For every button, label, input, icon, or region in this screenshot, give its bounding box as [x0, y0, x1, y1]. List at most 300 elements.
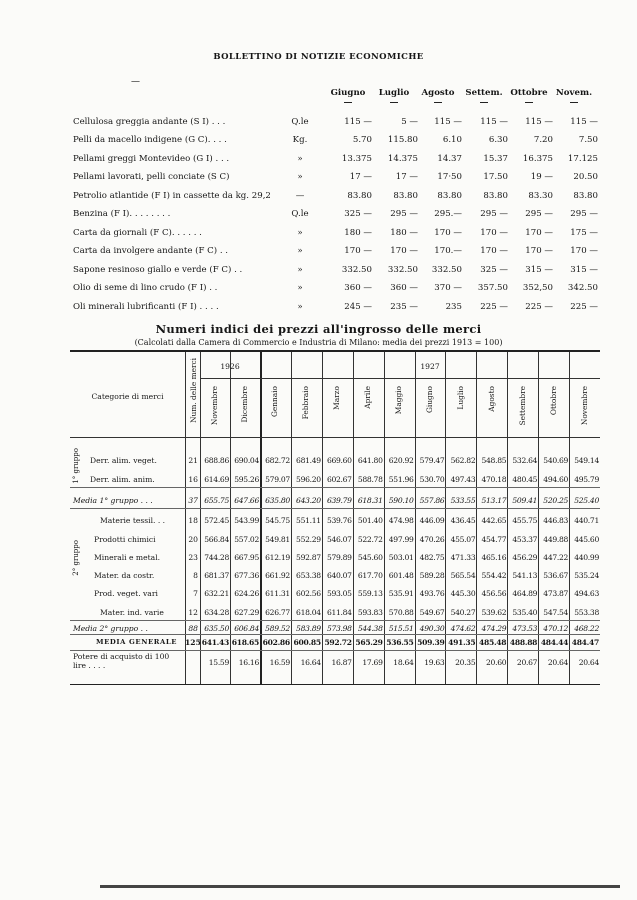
commodity-name: Sapone resinoso giallo e verde (F C) . . — [73, 264, 243, 275]
price-value: 83.80 — [483, 190, 508, 201]
month-header: Novembre — [210, 386, 219, 426]
price-row — [70, 172, 606, 191]
index-value: 626.77 — [265, 608, 290, 617]
index-value: 447.22 — [543, 553, 569, 562]
price-row — [70, 154, 606, 173]
merci-count: 20 — [188, 535, 198, 544]
index-value: 557.86 — [419, 496, 445, 505]
price-value: 295.— — [434, 209, 462, 219]
year-rule — [200, 378, 600, 379]
index-value: 17.69 — [362, 658, 383, 667]
index-value: 618.31 — [357, 496, 383, 505]
index-value: 553.38 — [574, 608, 599, 617]
group-2-label: 2° gruppo — [72, 540, 80, 576]
header-bottom-rule — [70, 437, 600, 438]
index-value: 632.21 — [204, 589, 229, 598]
commodity-name: Olio di seme di lino crudo (F I) . . — [73, 283, 218, 293]
price-value: 14.375 — [387, 153, 418, 164]
price-value: 115 — — [344, 116, 372, 127]
price-value: 180 — — [390, 227, 418, 238]
month-header: Luglio — [455, 386, 465, 410]
price-value: 295 — — [390, 209, 418, 219]
index-value: 549.81 — [265, 535, 290, 544]
index-value: 440.99 — [574, 553, 599, 562]
index-value: 551.11 — [296, 516, 321, 525]
price-row — [70, 117, 606, 136]
index-value: 456.29 — [512, 553, 538, 562]
unit: Kg. — [292, 135, 308, 145]
price-value: 170 — — [570, 246, 598, 256]
index-value: 690.04 — [234, 456, 259, 465]
price-value: 170 — — [525, 246, 553, 256]
index-value: 449.88 — [543, 535, 569, 544]
index-value: 493.76 — [419, 589, 445, 598]
price-value: 235 — [445, 301, 462, 312]
price-value: 5.70 — [352, 135, 372, 145]
index-value: 474.62 — [450, 624, 476, 633]
index-value: 525.40 — [574, 496, 599, 505]
index-value: 530.70 — [419, 475, 445, 484]
price-value: 115.80 — [387, 135, 418, 145]
commodity-name: Cellulosa greggia andante (S I) . . . — [73, 116, 226, 127]
index-value: 482.75 — [419, 553, 445, 562]
merci-count: 8 — [193, 571, 198, 580]
category-label: Derr. alim. veget. — [90, 456, 157, 465]
price-value: 295 — — [480, 209, 508, 219]
index-value: 509.41 — [512, 496, 538, 505]
index-value: 583.89 — [296, 624, 321, 633]
month-header: Marzo — [332, 386, 342, 410]
commodity-name: Carta da involgere andante (F C) . . — [73, 246, 229, 256]
price-value: 83.80 — [347, 190, 372, 201]
index-value: 600.85 — [293, 638, 321, 647]
index-value: 456.56 — [481, 589, 507, 598]
price-value: 19 — — [530, 172, 553, 182]
price-value: 170 — — [480, 227, 508, 238]
index-value: 744.28 — [204, 553, 229, 562]
price-value: 13.375 — [341, 153, 372, 164]
index-value: 468.22 — [574, 624, 599, 633]
index-value: 16.59 — [269, 658, 290, 667]
month-header-dash — [434, 102, 442, 103]
stray-mark: — — [131, 77, 140, 87]
index-value: 624.26 — [234, 589, 259, 598]
index-value: 640.07 — [326, 571, 352, 580]
index-value: 20.35 — [455, 658, 476, 667]
month-header: Dicembre — [240, 386, 249, 423]
commodity-name: Pellami greggi Montevideo (G I) . . . — [73, 153, 230, 164]
commodity-name: Pellami lavorati, pelli conciate (S C) — [73, 172, 230, 182]
index-value: 494.63 — [574, 589, 599, 598]
month-header-dash — [480, 102, 488, 103]
price-value: 83.80 — [437, 190, 462, 201]
price-value: 235 — — [390, 301, 418, 312]
index-value: 20.64 — [547, 658, 569, 667]
category-label: Media 1° gruppo . . . — [73, 496, 153, 505]
month-header: Giugno — [425, 386, 434, 413]
category-label: Prod. veget. vari — [94, 589, 158, 598]
index-table-subtitle: (Calcolati dalla Camera di Commercio e Industria di Milano: media dei prezzi 1913 = 100) — [134, 338, 503, 347]
price-value: 83.30 — [528, 190, 553, 201]
price-value: 16.375 — [522, 153, 553, 164]
index-value: 562.82 — [450, 456, 476, 465]
index-value: 611.84 — [326, 608, 352, 617]
index-value: 19.63 — [424, 658, 445, 667]
index-value: 592.72 — [324, 638, 352, 647]
price-value: 115 — — [525, 116, 553, 127]
price-value: 332.50 — [341, 264, 372, 275]
index-value: 635.80 — [265, 496, 290, 505]
index-value: 446.09 — [419, 516, 445, 525]
index-value: 639.79 — [326, 496, 352, 505]
index-value: 474.98 — [388, 516, 414, 525]
index-value: 565.54 — [450, 571, 476, 580]
index-value: 546.07 — [326, 535, 352, 544]
index-value: 617.70 — [357, 571, 383, 580]
merci-count: 18 — [188, 516, 198, 525]
merci-count: 7 — [193, 589, 198, 598]
index-value: 484.47 — [571, 638, 599, 647]
index-value: 544.38 — [357, 624, 383, 633]
index-value: 592.87 — [296, 553, 321, 562]
index-value: 627.29 — [234, 608, 259, 617]
index-value: 612.19 — [265, 553, 290, 562]
merci-count: 21 — [188, 456, 198, 465]
merci-count: 125 — [185, 638, 201, 647]
price-value: 325 — — [344, 209, 372, 219]
commodity-name: Benzina (F I). . . . . . . . — [73, 209, 171, 219]
price-value: 170.— — [434, 246, 462, 256]
month-header: Luglio — [378, 88, 410, 98]
row-rule — [70, 487, 600, 488]
index-value: 554.42 — [481, 571, 507, 580]
index-value: 573.98 — [326, 624, 352, 633]
index-value: 494.60 — [543, 475, 569, 484]
price-value: 295 — — [570, 209, 598, 219]
index-value: 535.40 — [512, 608, 538, 617]
index-value: 635.50 — [204, 624, 229, 633]
price-value: 225 — — [525, 301, 553, 312]
index-value: 618.65 — [231, 638, 259, 647]
price-value: 6.30 — [488, 135, 508, 145]
month-header: Settem. — [465, 88, 503, 98]
month-header: Aprile — [363, 386, 373, 409]
index-value: 606.84 — [234, 624, 259, 633]
index-value: 593.83 — [357, 608, 383, 617]
index-value: 557.02 — [234, 535, 259, 544]
merci-count: 16 — [188, 475, 198, 484]
price-value: 83.80 — [393, 190, 418, 201]
index-value: 647.66 — [234, 496, 259, 505]
price-value: 20.50 — [573, 172, 598, 182]
price-value: 170 — — [525, 227, 553, 238]
month-header-dash — [344, 102, 352, 103]
month-header: Gennaio — [270, 386, 280, 418]
index-value: 503.01 — [388, 553, 414, 562]
price-value: 315 — — [570, 264, 598, 275]
price-value: 17·50 — [437, 172, 462, 182]
price-value: 17.50 — [483, 172, 508, 182]
month-header-dash — [570, 102, 578, 103]
price-value: 115 — — [480, 116, 508, 127]
index-value: 533.55 — [450, 496, 476, 505]
index-value: 634.28 — [204, 608, 229, 617]
row-rule — [70, 508, 600, 509]
index-value: 543.99 — [234, 516, 259, 525]
index-value: 559.13 — [357, 589, 383, 598]
month-header: Maggio — [394, 386, 404, 415]
price-value: 360 — — [344, 283, 372, 293]
index-value: 453.37 — [512, 535, 538, 544]
page-bottom-rule — [100, 885, 620, 888]
index-value: 618.04 — [296, 608, 321, 617]
index-value: 474.29 — [481, 624, 507, 633]
commodity-name: Carta da giornali (F C). . . . . . — [73, 227, 202, 238]
price-value: 170 — — [344, 246, 372, 256]
index-value: 520.25 — [543, 496, 569, 505]
index-value: 20.67 — [516, 658, 538, 667]
price-row — [70, 246, 606, 265]
price-value: 17.125 — [567, 153, 598, 164]
index-value: 602.56 — [296, 589, 321, 598]
index-value: 20.64 — [578, 658, 599, 667]
index-value: 579.89 — [326, 553, 352, 562]
index-value: 455.75 — [512, 516, 538, 525]
price-value: 14.37 — [437, 153, 462, 164]
category-label: Materie tessil. . . — [100, 516, 166, 525]
category-label: Derr. alim. anim. — [90, 475, 155, 484]
index-value: 595.26 — [234, 475, 259, 484]
category-label: Minerali e metal. — [94, 553, 161, 562]
index-value: 464.89 — [512, 589, 538, 598]
index-value: 677.36 — [234, 571, 259, 580]
month-header: Settembre — [517, 386, 527, 426]
index-value: 579.07 — [265, 475, 290, 484]
index-value: 470.12 — [543, 624, 569, 633]
index-value: 473.53 — [512, 624, 538, 633]
index-value: 548.85 — [481, 456, 507, 465]
index-value: 590.10 — [388, 496, 414, 505]
price-value: 342.50 — [567, 283, 598, 293]
price-value: 115 — — [434, 116, 462, 127]
price-value: 360 — — [390, 283, 418, 293]
price-value: 332.50 — [387, 264, 418, 275]
index-value: 495.79 — [574, 475, 599, 484]
merci-count: 23 — [188, 553, 198, 562]
category-label: MEDIA GENERALE — [96, 638, 178, 646]
row-rule — [70, 634, 600, 635]
index-value: 515.51 — [388, 624, 414, 633]
index-value: 549.14 — [574, 456, 599, 465]
index-value: 589.52 — [265, 624, 290, 633]
month-header: Agosto — [421, 88, 455, 98]
header-num-merci: Num. delle merci — [189, 358, 198, 423]
page-header: BOLLETTINO DI NOTIZIE ECONOMICHE — [213, 52, 424, 62]
index-value: 536.55 — [386, 638, 414, 647]
index-value: 661.92 — [265, 571, 290, 580]
index-value: 641.43 — [201, 638, 229, 647]
index-value: 593.05 — [326, 589, 352, 598]
commodity-name: Pelli da macello indigene (G C). . . . — [73, 135, 227, 145]
index-value: 471.33 — [450, 553, 476, 562]
price-value: 332.50 — [431, 264, 462, 275]
index-value: 473.87 — [543, 589, 569, 598]
index-value: 688.86 — [204, 456, 229, 465]
price-row — [70, 302, 606, 321]
index-value: 667.95 — [234, 553, 259, 562]
index-value: 497.43 — [450, 475, 476, 484]
month-header-dash — [390, 102, 398, 103]
index-value: 552.29 — [296, 535, 321, 544]
unit: » — [297, 172, 303, 182]
index-value: 535.91 — [388, 589, 414, 598]
header-1927: 1927 — [420, 362, 440, 371]
month-header: Novembre — [579, 386, 589, 426]
index-value: 579.47 — [419, 456, 445, 465]
index-value: 596.20 — [296, 475, 321, 484]
price-value: 5 — — [401, 116, 418, 127]
index-value: 589.28 — [419, 571, 445, 580]
index-value: 440.71 — [574, 516, 599, 525]
unit: » — [297, 301, 303, 312]
price-row — [70, 209, 606, 228]
month-header: Ottobre — [548, 386, 558, 416]
month-header: Febbraio — [301, 386, 311, 420]
index-value: 611.31 — [265, 589, 290, 598]
month-header: Ottobre — [510, 88, 548, 98]
category-label: Prodotti chimici — [94, 535, 156, 544]
index-value: 655.75 — [204, 496, 229, 505]
index-value: 588.78 — [357, 475, 383, 484]
index-value: 601.48 — [388, 571, 414, 580]
index-value: 501.40 — [357, 516, 383, 525]
price-value: 370 — — [434, 283, 462, 293]
unit: » — [297, 246, 303, 256]
index-value: 545.60 — [357, 553, 383, 562]
price-value: 225 — — [570, 301, 598, 312]
price-value: 315 — — [525, 264, 553, 275]
price-spacer — [70, 107, 606, 117]
price-row — [70, 191, 606, 210]
index-value: 485.48 — [479, 638, 507, 647]
index-value: 16.87 — [331, 658, 352, 667]
index-value: 539.76 — [326, 516, 352, 525]
category-label: Media 2° gruppo . . — [73, 624, 148, 633]
price-value: 7.50 — [578, 135, 598, 145]
index-value: 465.16 — [481, 553, 507, 562]
price-table — [70, 88, 606, 320]
index-value: 545.75 — [265, 516, 290, 525]
merci-count: 88 — [188, 624, 198, 633]
index-table — [70, 350, 600, 685]
price-value: 295 — — [525, 209, 553, 219]
index-value: 641.80 — [357, 456, 383, 465]
index-value: 532.64 — [512, 456, 538, 465]
price-row — [70, 228, 606, 247]
price-value: 17 — — [349, 172, 372, 182]
index-value: 536.67 — [543, 571, 569, 580]
header-categorie: Categorie di merci — [91, 392, 164, 401]
price-header-row — [70, 88, 606, 107]
index-value: 497.99 — [388, 535, 414, 544]
category-label: Mater. da costr. — [94, 571, 155, 580]
index-value: 540.27 — [450, 608, 476, 617]
index-value: 445.30 — [450, 589, 476, 598]
price-value: 325 — — [480, 264, 508, 275]
index-value: 509.39 — [417, 638, 445, 647]
index-value: 470.18 — [481, 475, 507, 484]
unit: » — [297, 153, 303, 164]
index-value: 572.45 — [204, 516, 229, 525]
index-value: 455.07 — [450, 535, 476, 544]
price-value: 170 — — [390, 246, 418, 256]
index-value: 547.54 — [543, 608, 569, 617]
index-value: 682.72 — [265, 456, 290, 465]
price-value: 175 — — [570, 227, 598, 238]
month-header: Agosto — [486, 386, 496, 412]
index-value: 539.62 — [481, 608, 507, 617]
category-label: Potere di acquisto di 100 lire . . . . — [73, 652, 170, 670]
index-value: 653.38 — [296, 571, 321, 580]
unit: Q.le — [291, 116, 309, 127]
price-row — [70, 283, 606, 302]
index-value: 535.24 — [574, 571, 599, 580]
index-value: 446.83 — [543, 516, 569, 525]
index-value: 681.49 — [296, 456, 321, 465]
unit: Q.le — [291, 209, 309, 219]
index-value: 681.37 — [204, 571, 229, 580]
index-value: 549.67 — [419, 608, 445, 617]
index-value: 551.96 — [388, 475, 414, 484]
index-value: 570.88 — [388, 608, 414, 617]
index-value: 20.60 — [486, 658, 507, 667]
index-value: 470.26 — [419, 535, 445, 544]
price-row — [70, 265, 606, 284]
index-value: 484.44 — [540, 638, 569, 647]
index-value: 491.35 — [448, 638, 476, 647]
index-value: 454.77 — [481, 535, 507, 544]
index-table-title: Numeri indici dei prezzi all'ingrosso delle merci — [155, 322, 482, 336]
index-value: 669.60 — [326, 456, 352, 465]
price-value: 170 — — [480, 246, 508, 256]
index-value: 445.60 — [574, 535, 599, 544]
merci-count: 37 — [188, 496, 198, 505]
index-value: 620.92 — [388, 456, 414, 465]
price-value: 170 — — [434, 227, 462, 238]
index-value: 643.20 — [296, 496, 321, 505]
unit: » — [297, 283, 303, 293]
category-label: Mater. ind. varie — [100, 608, 164, 617]
index-value: 540.69 — [543, 456, 569, 465]
index-value: 522.72 — [357, 535, 383, 544]
index-value: 18.64 — [393, 658, 414, 667]
index-value: 541.13 — [512, 571, 538, 580]
merci-count: 12 — [188, 608, 198, 617]
row-rule — [70, 620, 600, 621]
group-1-label: 1° gruppo — [72, 448, 80, 484]
index-value: 442.65 — [481, 516, 507, 525]
month-header: Giugno — [330, 88, 366, 98]
index-value: 602.67 — [326, 475, 352, 484]
price-value: 15.37 — [483, 153, 508, 164]
index-value: 436.45 — [450, 516, 476, 525]
index-value: 15.59 — [208, 658, 229, 667]
index-value: 602.86 — [262, 638, 290, 647]
price-value: 245 — — [344, 301, 372, 312]
unit: » — [297, 227, 303, 238]
index-value: 16.16 — [238, 658, 259, 667]
price-value: 352,50 — [522, 283, 553, 293]
